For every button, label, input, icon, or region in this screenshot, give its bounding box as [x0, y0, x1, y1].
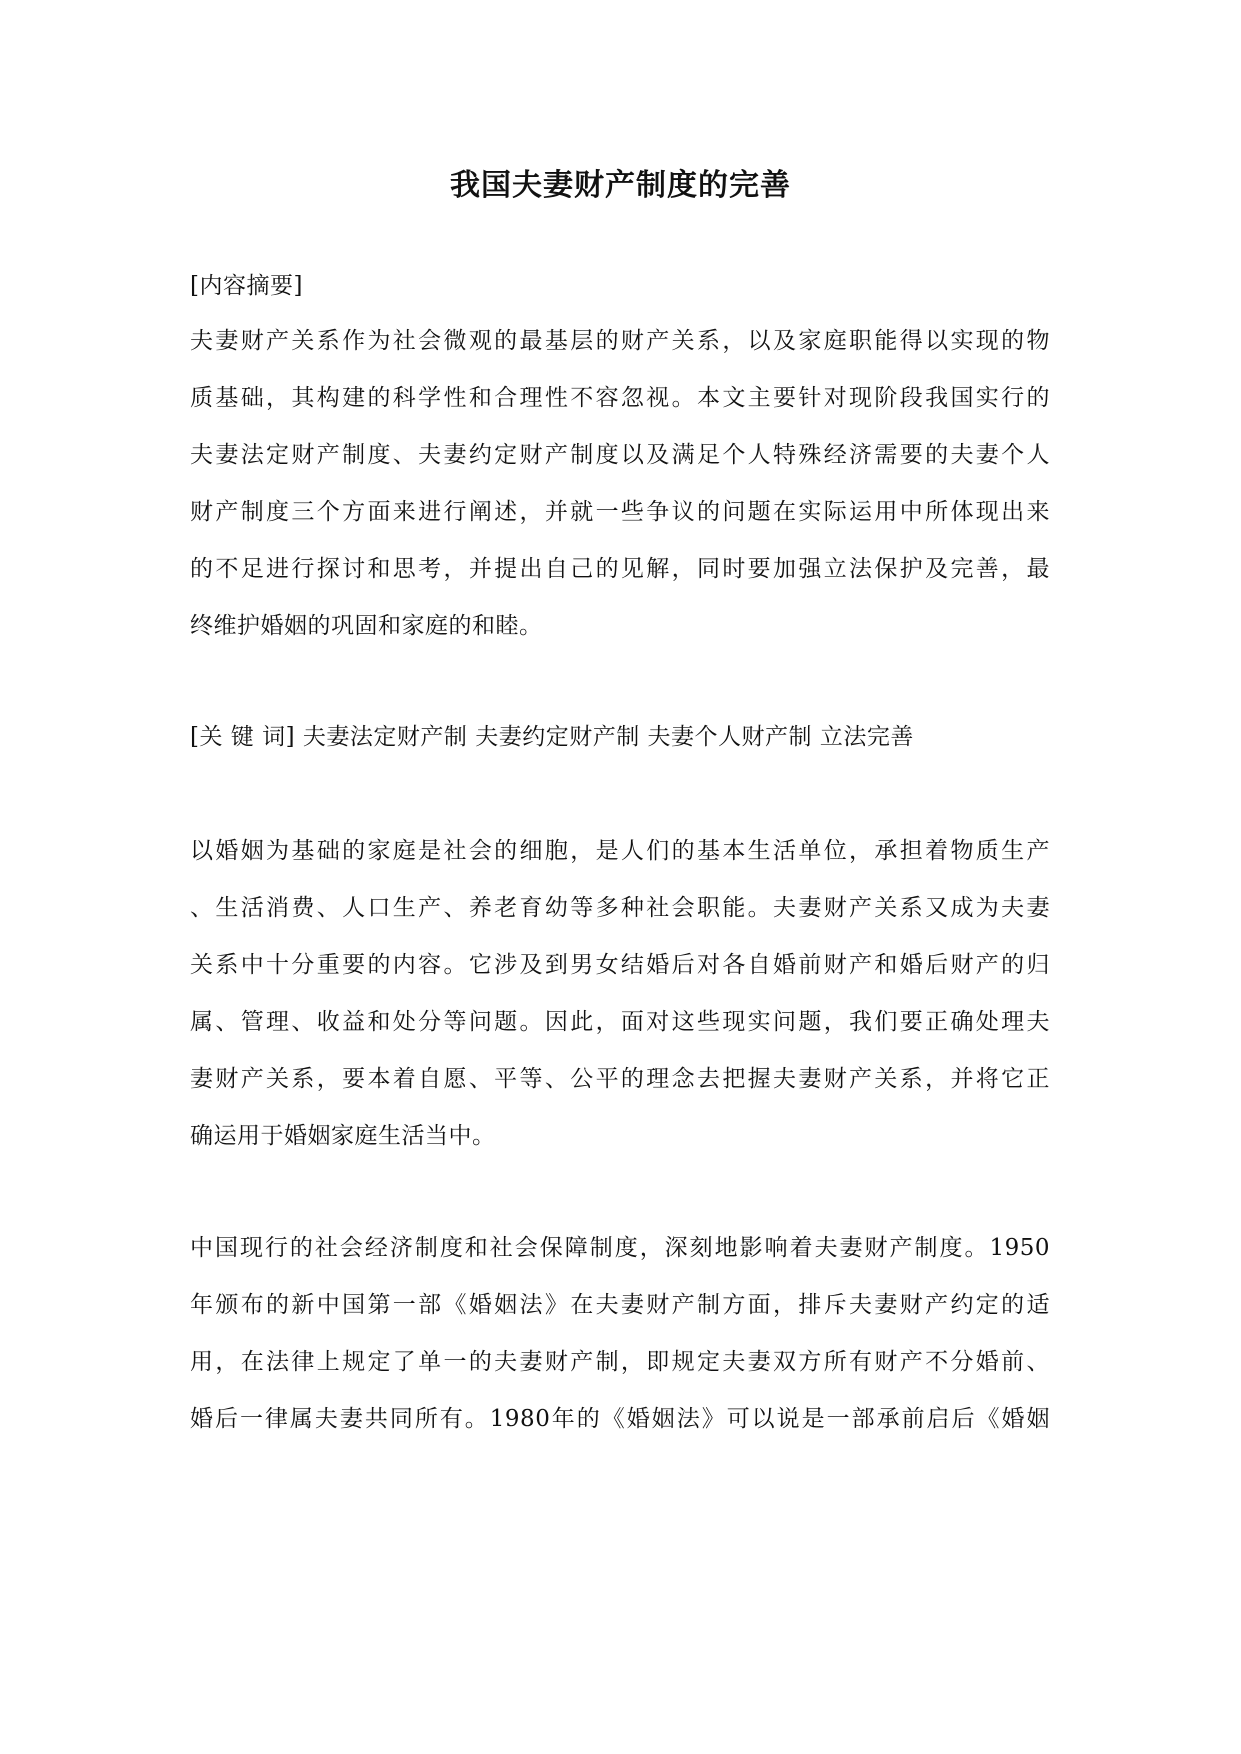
- paragraph1-line-4: 属、管理、收益和处分等问题。因此，面对这些现实问题，我们要正确处理夫: [190, 1009, 1050, 1035]
- paragraph1-line-5: 妻财产关系，要本着自愿、平等、公平的理念去把握夫妻财产关系，并将它正: [190, 1066, 1050, 1092]
- paragraph1-line-6: 确运用于婚姻家庭生活当中。: [190, 1123, 496, 1149]
- paragraph2-line-2: 年颁布的新中国第一部《婚姻法》在夫妻财产制方面，排斥夫妻财产约定的适: [190, 1292, 1050, 1318]
- abstract-line-6: 终维护婚姻的巩固和家庭的和睦。: [190, 613, 543, 639]
- abstract-line-1: 夫妻财产关系作为社会微观的最基层的财产关系，以及家庭职能得以实现的物: [190, 328, 1050, 354]
- abstract-line-4: 财产制度三个方面来进行阐述，并就一些争议的问题在实际运用中所体现出来: [190, 499, 1050, 525]
- paragraph2-line-4: 婚后一律属夫妻共同所有。1980年的《婚姻法》可以说是一部承前启后《婚姻: [190, 1406, 1050, 1432]
- abstract-line-2: 质基础，其构建的科学性和合理性不容忽视。本文主要针对现阶段我国实行的: [190, 385, 1050, 411]
- abstract-line-3: 夫妻法定财产制度、夫妻约定财产制度以及满足个人特殊经济需要的夫妻个人: [190, 442, 1050, 468]
- paragraph1-line-2: 、生活消费、人口生产、养老育幼等多种社会职能。夫妻财产关系又成为夫妻: [190, 895, 1050, 921]
- paragraph1-line-1: 以婚姻为基础的家庭是社会的细胞，是人们的基本生活单位，承担着物质生产: [190, 838, 1050, 864]
- paragraph2-line-1: 中国现行的社会经济制度和社会保障制度，深刻地影响着夫妻财产制度。1950: [190, 1235, 1050, 1261]
- abstract-line-5: 的不足进行探讨和思考，并提出自己的见解，同时要加强立法保护及完善，最: [190, 556, 1050, 582]
- keywords-line: [关 键 词] 夫妻法定财产制 夫妻约定财产制 夫妻个人财产制 立法完善: [190, 724, 914, 750]
- paragraph2-line-3: 用，在法律上规定了单一的夫妻财产制，即规定夫妻双方所有财产不分婚前、: [190, 1349, 1050, 1375]
- document-title: 我国夫妻财产制度的完善: [450, 168, 791, 203]
- paragraph1-line-3: 关系中十分重要的内容。它涉及到男女结婚后对各自婚前财产和婚后财产的归: [190, 952, 1050, 978]
- abstract-label: [内容摘要]: [190, 273, 303, 299]
